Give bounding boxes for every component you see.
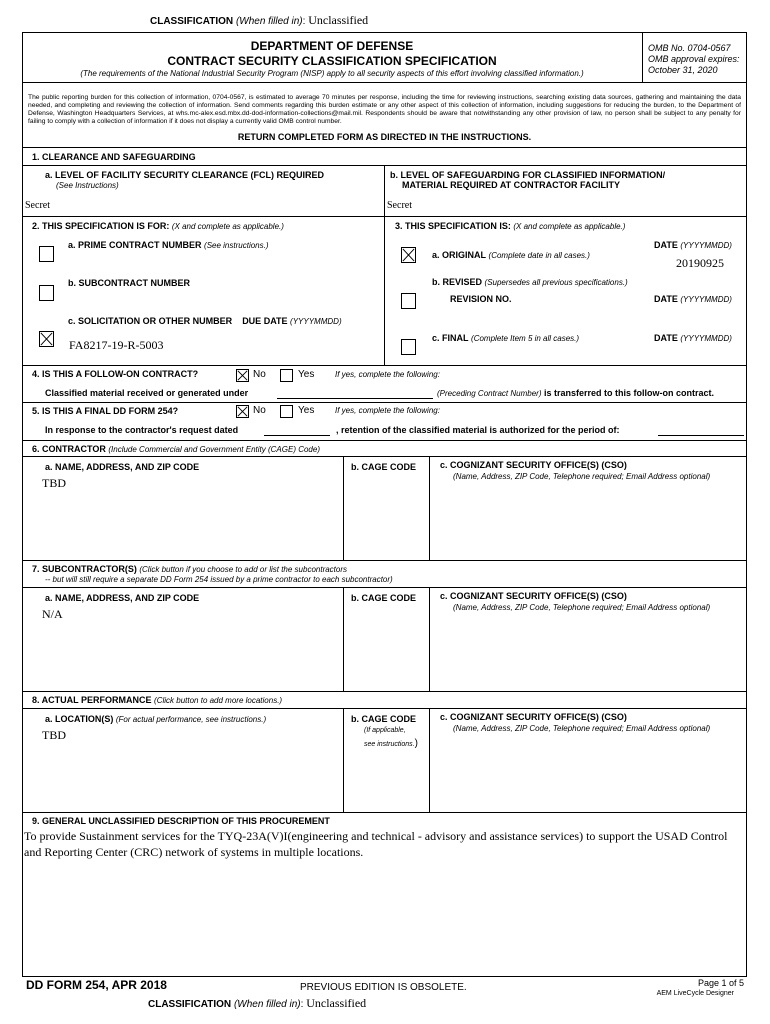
section9-heading: 9. GENERAL UNCLASSIFIED DESCRIPTION OF THIS PROCUREMENT xyxy=(32,816,330,826)
revision-number-label: REVISION NO. xyxy=(450,294,512,304)
classification-note: (When filled in) xyxy=(235,16,303,27)
subcontractor-cso-note: (Name, Address, ZIP Code, Telephone required; Email Address optional) xyxy=(453,603,711,612)
rule xyxy=(384,165,385,216)
section7-heading xyxy=(32,564,347,574)
omb-divider xyxy=(642,32,643,82)
performance-cage-note2 xyxy=(364,738,418,749)
contractor-cso-label: c. COGNIZANT SECURITY OFFICE(S) (CSO) xyxy=(440,460,627,470)
rule xyxy=(22,82,747,83)
location-value[interactable]: TBD xyxy=(42,728,66,742)
final-dd254-no-checkbox[interactable] xyxy=(236,405,249,418)
location-note: (For actual performance, see instructions.) xyxy=(115,715,267,724)
form-subtitle: (The requirements of the National Industrial Security Program (NISP) apply to all security aspects of this effort involving classified information.) xyxy=(80,69,584,78)
transferred-text: is transferred to this follow-on contract. xyxy=(544,388,715,398)
top-classification xyxy=(150,13,368,28)
section2-heading-note: (X and complete as applicable.) xyxy=(171,222,284,231)
subcontractor-name-value[interactable]: N/A xyxy=(42,607,63,621)
location-label xyxy=(45,714,266,724)
rule xyxy=(22,560,747,561)
original-label-text: a. ORIGINAL xyxy=(432,250,487,260)
contractor-name-value[interactable]: TBD xyxy=(42,476,66,490)
original-date-label xyxy=(654,240,732,250)
final-dd254-if-yes: If yes, complete the following: xyxy=(335,406,440,415)
prime-contract-label xyxy=(68,240,269,250)
performance-cage-paren: ) xyxy=(414,738,418,749)
rule xyxy=(22,691,747,692)
classification-label: CLASSIFICATION xyxy=(148,999,232,1010)
revised-date-label-text: DATE xyxy=(654,294,678,304)
original-checkbox[interactable] xyxy=(401,247,416,263)
page-number: Page 1 of 5 xyxy=(697,978,744,988)
section2-heading xyxy=(32,221,284,231)
followon-yes-checkbox[interactable] xyxy=(280,369,293,382)
rule xyxy=(22,812,747,813)
safeguarding-label xyxy=(390,170,665,190)
fcl-note: (See Instructions) xyxy=(56,181,119,190)
subcontractor-cso-label: c. COGNIZANT SECURITY OFFICE(S) (CSO) xyxy=(440,591,627,601)
final-dd254-question: 5. IS THIS A FINAL DD FORM 254? xyxy=(32,406,179,416)
location-label-text: a. LOCATION(S) xyxy=(45,714,114,724)
prime-contract-note: (See instructions.) xyxy=(204,241,269,250)
original-label xyxy=(432,250,590,260)
final-date-format: (YYYYMMDD) xyxy=(680,334,732,343)
section7-heading-note2: -- but will still require a separate DD Form 254 issued by a prime contractor to each subcontractor) xyxy=(45,575,393,584)
procurement-description[interactable]: To provide Sustainment services for the TYQ-23A(V)I(engineering and technical - advisory and assistance services) to support the USAD Control and Reporting Center (CRC) network of systems in multiple locations. xyxy=(24,829,728,859)
original-date-value[interactable]: 20190925 xyxy=(676,256,724,270)
designer-label: AEM LiveCycle Designer xyxy=(656,990,734,997)
omb-number: OMB No. 0704-0567 xyxy=(648,43,731,53)
performance-cso-label: c. COGNIZANT SECURITY OFFICE(S) (CSO) xyxy=(440,712,627,722)
retention-period-field[interactable] xyxy=(658,435,744,436)
final-label xyxy=(432,333,579,343)
section6-heading-note: (Include Commercial and Government Entity (CAGE) Code) xyxy=(108,445,320,454)
safeguarding-value[interactable]: Secret xyxy=(387,200,412,211)
revised-checkbox[interactable] xyxy=(401,293,416,309)
followon-line2: Classified material received or generated under xyxy=(45,388,249,398)
rule xyxy=(429,708,430,812)
section6-heading-text: 6. CONTRACTOR xyxy=(32,444,106,454)
check-x-icon xyxy=(402,248,415,262)
dept-title: DEPARTMENT OF DEFENSE xyxy=(250,39,414,53)
rule xyxy=(22,402,747,403)
section6-heading xyxy=(32,444,320,454)
performance-cso-note: (Name, Address, ZIP Code, Telephone required; Email Address optional) xyxy=(453,724,711,733)
followon-no-checkbox[interactable] xyxy=(236,369,249,382)
revised-date-format: (YYYYMMDD) xyxy=(680,295,732,304)
rule xyxy=(384,216,385,365)
obsolete-note: PREVIOUS EDITION IS OBSOLETE. xyxy=(300,982,467,993)
final-date-label-text: DATE xyxy=(654,333,678,343)
subcontract-label: b. SUBCONTRACT NUMBER xyxy=(68,278,190,288)
prime-contract-checkbox[interactable] xyxy=(39,246,54,262)
check-x-icon xyxy=(40,332,53,346)
check-x-icon xyxy=(237,406,248,417)
check-x-icon xyxy=(237,370,248,381)
rule xyxy=(22,708,747,709)
followon-no-label: No xyxy=(253,369,266,380)
revised-date-label xyxy=(654,294,732,304)
contractor-cage-label: b. CAGE CODE xyxy=(351,462,417,472)
classification-note: (When filled in) xyxy=(233,999,301,1010)
rule xyxy=(343,708,344,812)
return-instructions: RETURN COMPLETED FORM AS DIRECTED IN THE INSTRUCTIONS. xyxy=(237,132,532,142)
final-date-label xyxy=(654,333,732,343)
section3-heading-text: 3. THIS SPECIFICATION IS: xyxy=(395,221,511,231)
section3-heading xyxy=(395,221,625,231)
section8-heading-text: 8. ACTUAL PERFORMANCE xyxy=(32,695,152,705)
section7-heading-note: (Click button if you choose to add or list the subcontractors xyxy=(139,565,348,574)
contractor-name-label: a. NAME, ADDRESS, AND ZIP CODE xyxy=(45,462,200,472)
followon-yes-label: Yes xyxy=(298,369,315,380)
classification-value: Unclassified xyxy=(306,996,367,1010)
omb-info xyxy=(648,43,740,76)
section8-heading xyxy=(32,695,282,705)
followon-question: 4. IS THIS A FOLLOW-ON CONTRACT? xyxy=(32,369,199,379)
original-date-format: (YYYYMMDD) xyxy=(680,241,732,250)
final-dd254-no-label: No xyxy=(253,405,266,416)
request-date-field[interactable] xyxy=(264,435,330,436)
performance-cage-note1: (If applicable, xyxy=(364,727,406,734)
safeguarding-label-line1: b. LEVEL OF SAFEGUARDING FOR CLASSIFIED INFORMATION/ xyxy=(390,170,666,180)
final-dd254-line2a: In response to the contractor's request dated xyxy=(45,425,239,435)
final-label-text: c. FINAL xyxy=(432,333,469,343)
section1-heading: 1. CLEARANCE AND SAFEGUARDING xyxy=(32,152,196,162)
contractor-cso-note: (Name, Address, ZIP Code, Telephone required; Email Address optional) xyxy=(453,472,711,481)
bottom-classification xyxy=(148,996,366,1011)
classification-value: Unclassified xyxy=(308,13,369,27)
solicitation-due-format: (YYYYMMDD) xyxy=(290,317,342,326)
rule xyxy=(22,587,747,588)
final-dd254-yes-label: Yes xyxy=(298,405,315,416)
rule xyxy=(22,365,747,366)
solicitation-due-label: DUE DATE xyxy=(242,316,288,326)
followon-transfer xyxy=(437,388,714,398)
performance-cage-label: b. CAGE CODE xyxy=(351,714,417,724)
subcontractor-cage-label: b. CAGE CODE xyxy=(351,593,417,603)
subcontractor-name-label: a. NAME, ADDRESS, AND ZIP CODE xyxy=(45,593,200,603)
final-dd254-yes-checkbox[interactable] xyxy=(280,405,293,418)
revised-label xyxy=(432,277,628,287)
preceding-contract-note: (Preceding Contract Number) xyxy=(437,389,542,398)
rule xyxy=(429,456,430,560)
subcontract-checkbox[interactable] xyxy=(39,285,54,301)
prime-contract-label-text: a. PRIME CONTRACT NUMBER xyxy=(68,240,202,250)
fcl-label: a. LEVEL OF FACILITY SECURITY CLEARANCE (FCL) REQUIRED xyxy=(45,170,325,180)
rule xyxy=(22,456,747,457)
original-date-label-text: DATE xyxy=(654,240,678,250)
classification-colon: : xyxy=(300,999,304,1010)
rule xyxy=(343,587,344,691)
solicitation-checkbox[interactable] xyxy=(39,331,54,347)
burden-statement: The public reporting burden for this collection of information, 0704-0567, is estimated to average 70 minutes per response, including the time for reviewing instructions, searching existing data sources, gathering and maintaining the data needed, and completing and reviewing the collection of information. Send comments regarding this burden estimate or any other aspect of this collection of information, including suggestions for reducing the burden, to the Department of Defense, Washington Headquarters Services, at whs.mc-alex.esd.mbx.dd-dod-information-collections@mail.mil. Respondents should be aware that notwithstanding any other provision of law, no person shall be subject to any penalty for failing to comply with a collection of information if it does not display a currently valid OMB control number. xyxy=(28,94,741,125)
form-title: CONTRACT SECURITY CLASSIFICATION SPECIFICATION xyxy=(167,54,497,68)
preceding-contract-field[interactable] xyxy=(277,398,433,399)
original-note: (Complete date in all cases.) xyxy=(488,251,590,260)
omb-expires-label: OMB approval expires: xyxy=(648,54,740,64)
rule xyxy=(429,587,430,691)
fcl-value[interactable]: Secret xyxy=(25,200,50,211)
rule xyxy=(343,456,344,560)
solicitation-number[interactable]: FA8217-19-R-5003 xyxy=(69,338,164,352)
section2-heading-text: 2. THIS SPECIFICATION IS FOR: xyxy=(32,221,170,231)
revised-label-text: b. REVISED xyxy=(432,277,483,287)
solicitation-label xyxy=(68,316,342,326)
final-checkbox[interactable] xyxy=(401,339,416,355)
classification-label: CLASSIFICATION xyxy=(150,16,234,27)
rule xyxy=(22,147,747,148)
performance-cage-note2-text: see instructions. xyxy=(364,741,415,748)
rule xyxy=(22,440,747,441)
final-note: (Complete Item 5 in all cases.) xyxy=(471,334,580,343)
classification-colon: : xyxy=(302,16,306,27)
section7-heading-text: 7. SUBCONTRACTOR(S) xyxy=(32,564,137,574)
safeguarding-label-line2: MATERIAL REQUIRED AT CONTRACTOR FACILITY xyxy=(402,180,620,190)
final-dd254-line2b: , retention of the classified material is authorized for the period of: xyxy=(336,425,620,435)
solicitation-label-text: c. SOLICITATION OR OTHER NUMBER xyxy=(68,316,233,326)
followon-if-yes: If yes, complete the following: xyxy=(335,370,440,379)
omb-expires-date: October 31, 2020 xyxy=(648,65,718,75)
form-id: DD FORM 254, APR 2018 xyxy=(26,978,167,992)
section3-heading-note: (X and complete as applicable.) xyxy=(513,222,626,231)
revised-note: (Supersedes all previous specifications.) xyxy=(484,278,628,287)
section8-heading-note: (Click button to add more locations.) xyxy=(154,696,283,705)
